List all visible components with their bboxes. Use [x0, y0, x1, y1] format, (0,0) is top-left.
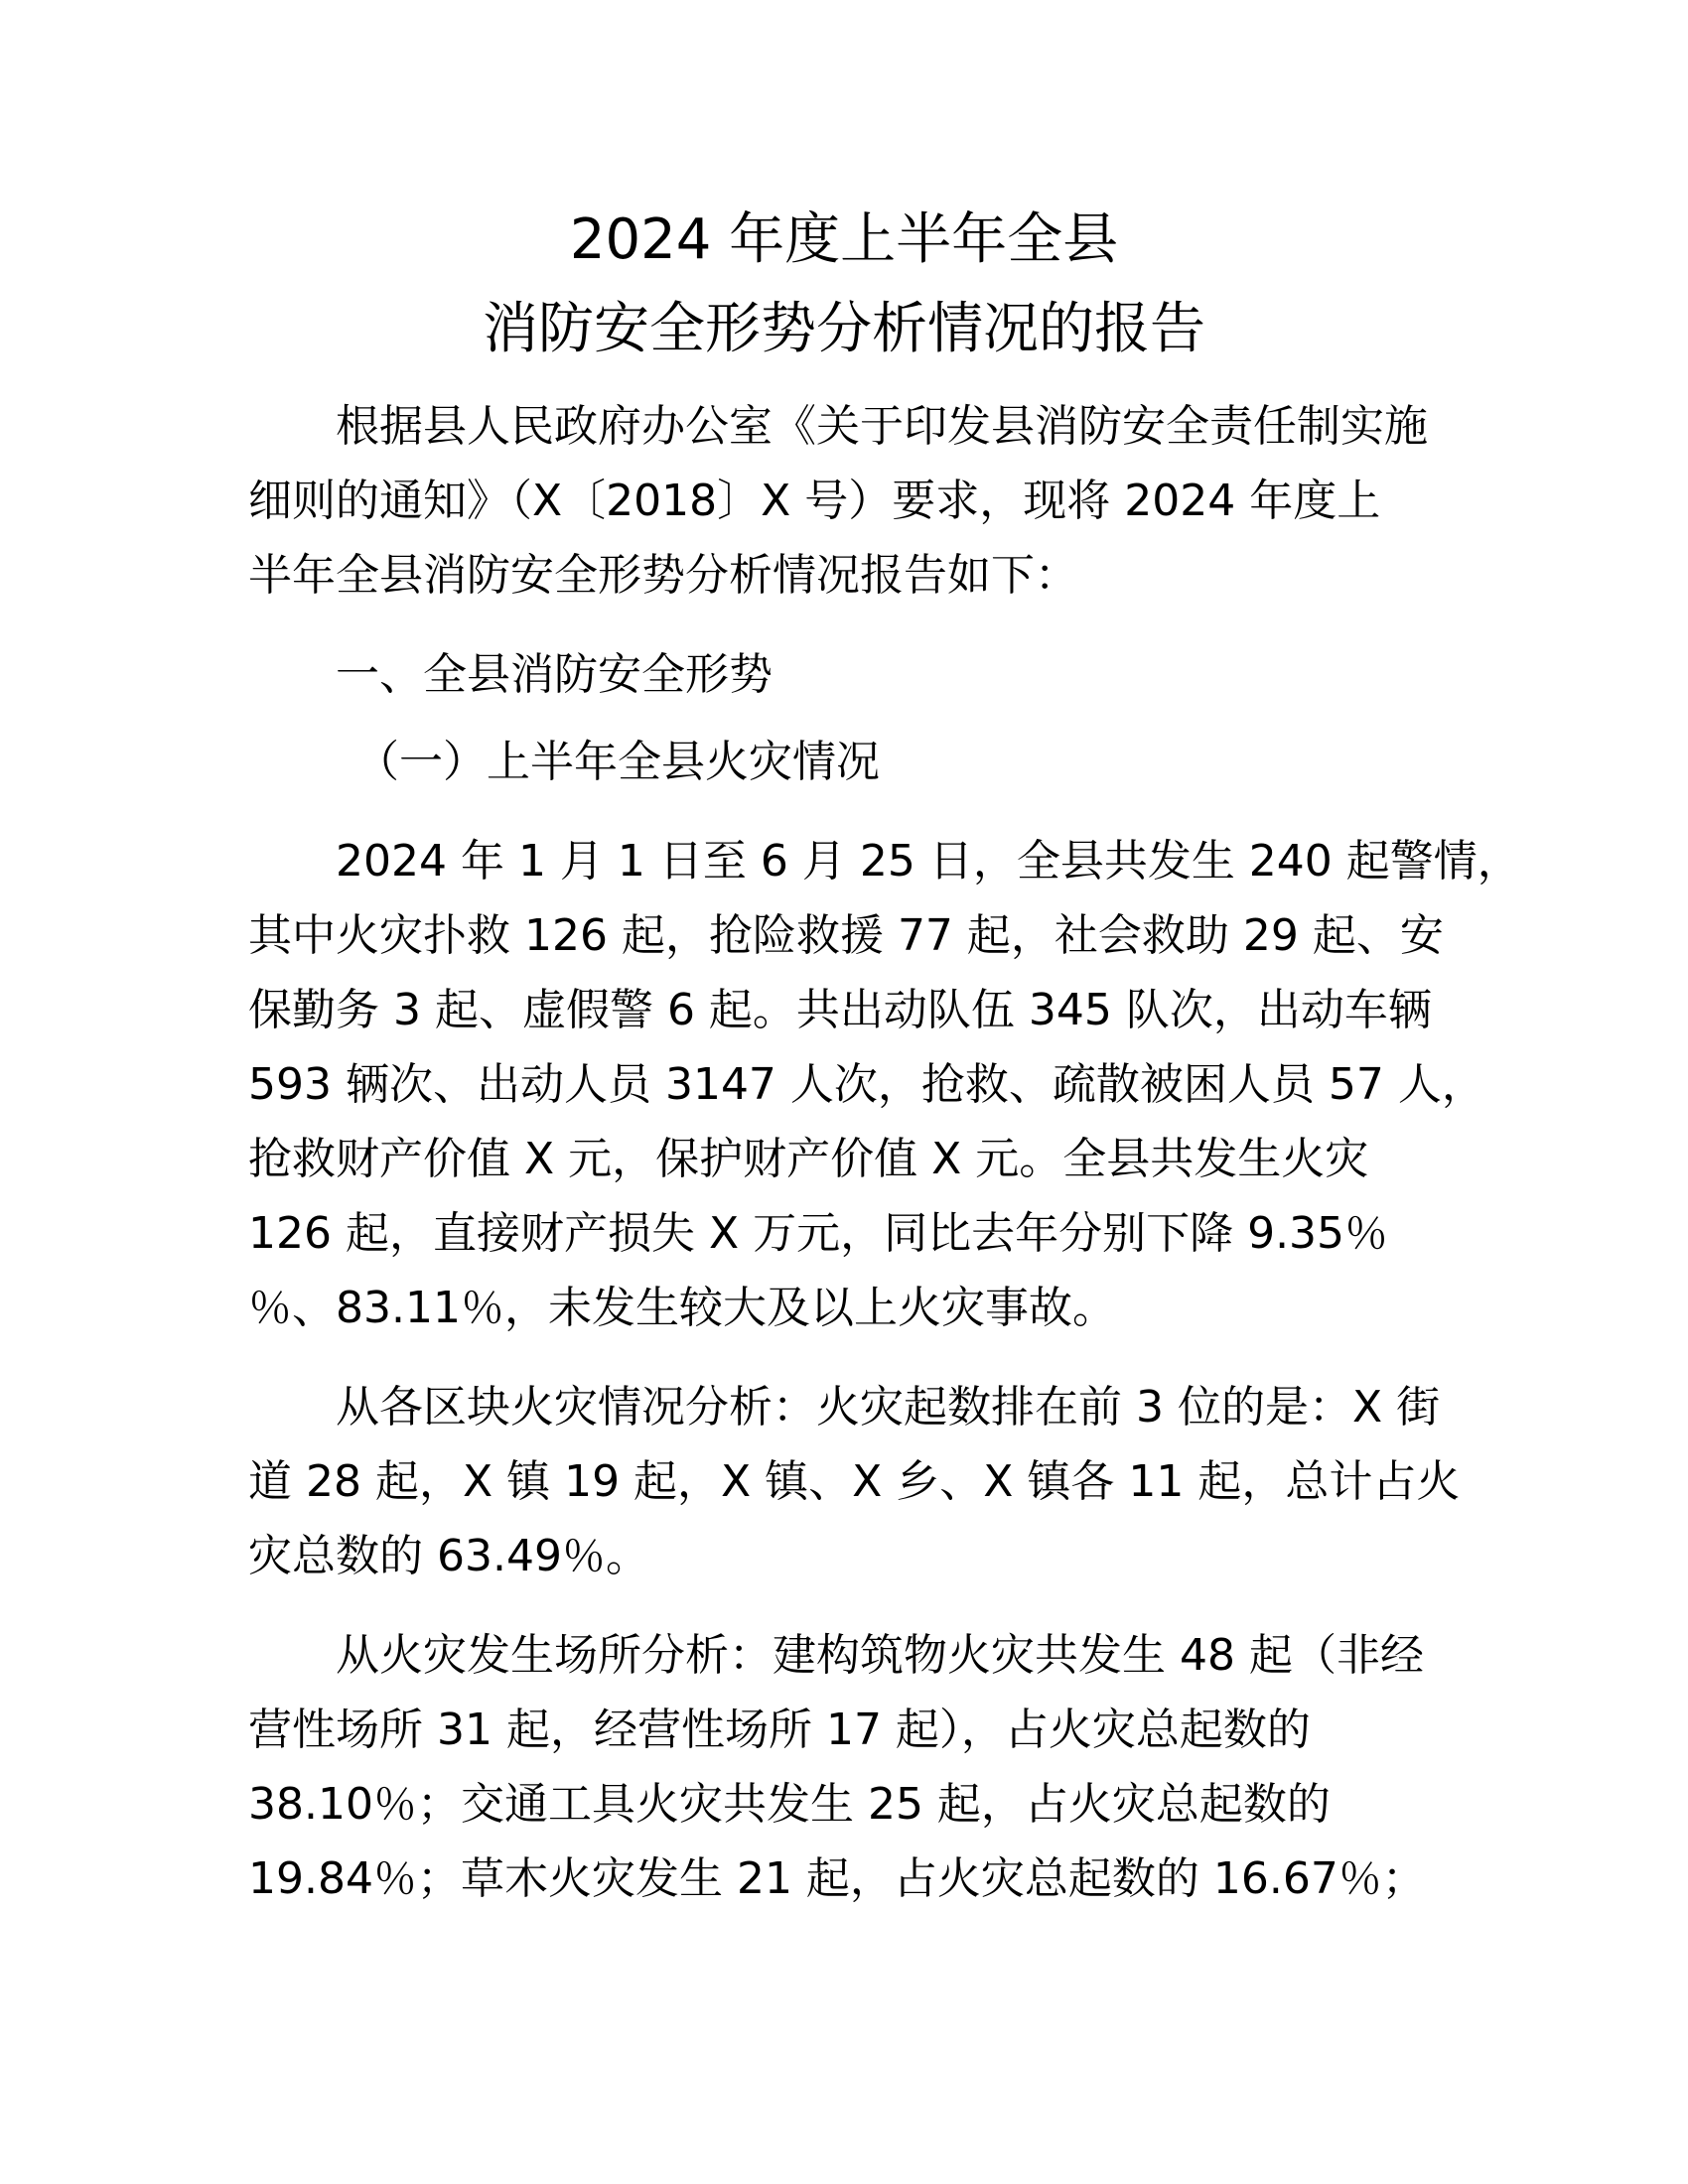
document-title-line-1: 2024 年度上半年全县	[569, 207, 1119, 272]
intro-line-3: 半年全县消防安全形势分析情况报告如下：	[248, 550, 1078, 601]
section-heading-1: 一、全县消防安全形势	[336, 649, 773, 700]
fire-stats-line-1: 2024 年 1 月 1 日至 6 月 25 日，全县共发生 240 起警情，	[336, 836, 1521, 887]
fire-stats-line-3: 保勤务 3 起、虚假警 6 起。共出动队伍 345 队次，出动车辆	[248, 985, 1432, 1035]
by-area-line-3: 灾总数的 63.49％。	[248, 1531, 649, 1581]
fire-stats-line-4: 593 辆次、出动人员 3147 人次，抢救、疏散被困人员 57 人，	[248, 1059, 1485, 1110]
intro-line-1: 根据县人民政府办公室《关于印发县消防安全责任制实施	[336, 401, 1428, 452]
by-area-line-2: 道 28 起，X 镇 19 起，X 镇、X 乡、X 镇各 11 起，总计占火	[248, 1456, 1461, 1507]
subsection-heading-1-1: （一）上半年全县火灾情况	[355, 737, 880, 787]
by-area-line-1: 从各区块火灾情况分析：火灾起数排在前 3 位的是：X 街	[336, 1382, 1441, 1433]
fire-stats-line-5: 抢救财产价值 X 元，保护财产价值 X 元。全县共发生火灾	[248, 1134, 1369, 1184]
by-place-line-2: 营性场所 31 起，经营性场所 17 起），占火灾总起数的	[248, 1705, 1311, 1755]
by-place-line-4: 19.84％；草木火灾发生 21 起，占火灾总起数的 16.67％；	[248, 1853, 1426, 1904]
document-title-line-2: 消防安全形势分析情况的报告	[483, 297, 1205, 361]
by-place-line-3: 38.10％；交通工具火灾共发生 25 起，占火灾总起数的	[248, 1779, 1331, 1830]
fire-stats-line-6: 126 起，直接财产损失 X 万元，同比去年分别下降 9.35％	[248, 1208, 1389, 1259]
fire-stats-line-2: 其中火灾扑救 126 起，抢险救援 77 起，社会救助 29 起、安	[248, 910, 1444, 961]
by-place-line-1: 从火灾发生场所分析：建构筑物火灾共发生 48 起（非经	[336, 1630, 1424, 1681]
intro-line-2: 细则的通知》（X〔2018〕X 号）要求，现将 2024 年度上	[248, 476, 1381, 526]
fire-stats-line-7: ％、83.11％，未发生较大及以上火灾事故。	[248, 1283, 1116, 1333]
